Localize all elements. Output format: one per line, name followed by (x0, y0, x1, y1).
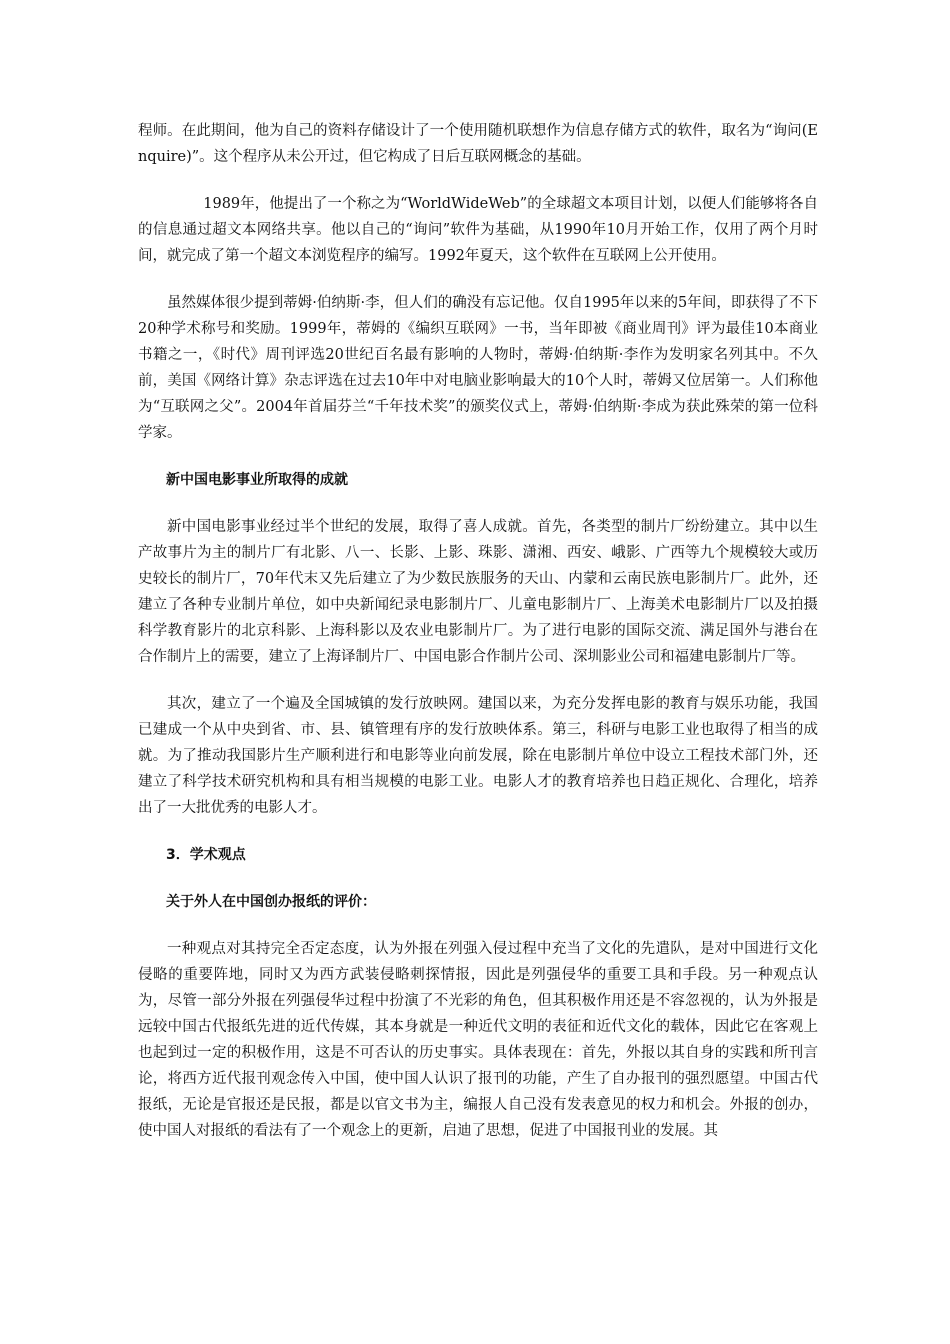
paragraph-film-distribution: 其次，建立了一个遍及全国城镇的发行放映网。建国以来，为充分发挥电影的教育与娱乐功能，我国已建成一个从中央到省、市、县、镇管理有序的发行放映体系。第三，科研与电影工业也取得了相当的成就。为了推动我国影片生产顺利进行和电影等业向前发展，除在电影制片单位中设立工程技术部门外，还建立了科学技术研究机构和具有相当规模的电影工业。电影人才的教育培养也日趋正规化、合理化，培养出了一大批优秀的电影人才。 (138, 696, 818, 816)
paragraph-enquire: 程师。在此期间，他为自己的资料存储设计了一个使用随机联想作为信息存储方式的软件，取名为“询问(Enquire)”。这个程序从未公开过，但它构成了日后互联网概念的基础。 (138, 123, 818, 165)
paragraph-worldwideweb: 1989年，他提出了一个称之为“WorldWideWeb”的全球超文本项目计划，以便人们能够将各自的信息通过超文本网络共享。他以自己的“询问”软件为基础，从1990年10月开始工作，仅用了两个月时间，就完成了第一个超文本浏览程序的编写。1992年夏天，这个软件在互联网上公开使用。 (138, 196, 818, 264)
section-heading-film: 新中国电影事业所取得的成就 (166, 472, 348, 488)
paragraph-film-studios: 新中国电影事业经过半个世纪的发展，取得了喜人成就。首先，各类型的制片厂纷纷建立。其中以生产故事片为主的制片厂有北影、八一、长影、上影、珠影、潇湘、西安、峨影、广西等九个规模较大或历史较长的制片厂，70年代末又先后建立了为少数民族服务的天山、内蒙和云南民族电影制片厂。此外，还建立了各种专业制片单位，如中央新闻纪录电影制片厂、儿童电影制片厂、上海美术电影制片厂以及拍摄科学教育影片的北京科影、上海科影以及农业电影制片厂。为了进行电影的国际交流、满足国外与港台在合作制片上的需要，建立了上海译制片厂、中国电影合作制片公司、深圳影业公司和福建电影制片厂等。 (138, 519, 818, 665)
section-heading-foreign-press: 关于外人在中国创办报纸的评价： (166, 894, 376, 910)
paragraph-foreign-press: 一种观点对其持完全否定态度，认为外报在列强入侵过程中充当了文化的先遣队，是对中国进行文化侵略的重要阵地，同时又为西方武装侵略刺探情报，因此是列强侵华的重要工具和手段。另一种观点认为，尽管一部分外报在列强侵华过程中扮演了不光彩的角色，但其积极作用还是不容忽视的，认为外报是远较中国古代报纸先进的近代传媒，其本身就是一种近代文明的表征和近代文化的载体，因此它在客观上也起到过一定的积极作用，这是不可否认的历史事实。具体表现在：首先，外报以其自身的实践和所刊言论，将西方近代报刊观念传入中国，使中国人认识了报刊的功能，产生了自办报刊的强烈愿望。中国古代报纸，无论是官报还是民报，都是以官文书为主，编报人自己没有发表意见的权力和机会。外报的创办，使中国人对报纸的看法有了一个观念上的更新，启迪了思想，促进了中国报刊业的发展。其 (138, 941, 818, 1139)
paragraph-awards: 虽然媒体很少提到蒂姆·伯纳斯·李，但人们的确没有忘记他。仅自1995年以来的5年间，即获得了不下20种学术称号和奖励。1999年，蒂姆的《编织互联网》一书，当年即被《商业周刊》评为最佳10本商业书籍之一，《时代》周刊评选20世纪百名最有影响的人物时，蒂姆·伯纳斯·李作为发明家名列其中。不久前，美国《网络计算》杂志评选在过去10年中对电脑业影响最大的10个人时，蒂姆又位居第一。人们称他为“互联网之父”。2004年首届芬兰“千年技术奖”的颁奖仪式上，蒂姆·伯纳斯·李成为获此殊荣的第一位科学家。 (138, 295, 818, 441)
document-body (138, 118, 818, 1144)
section-heading-academic: 3．学术观点 (166, 847, 246, 863)
